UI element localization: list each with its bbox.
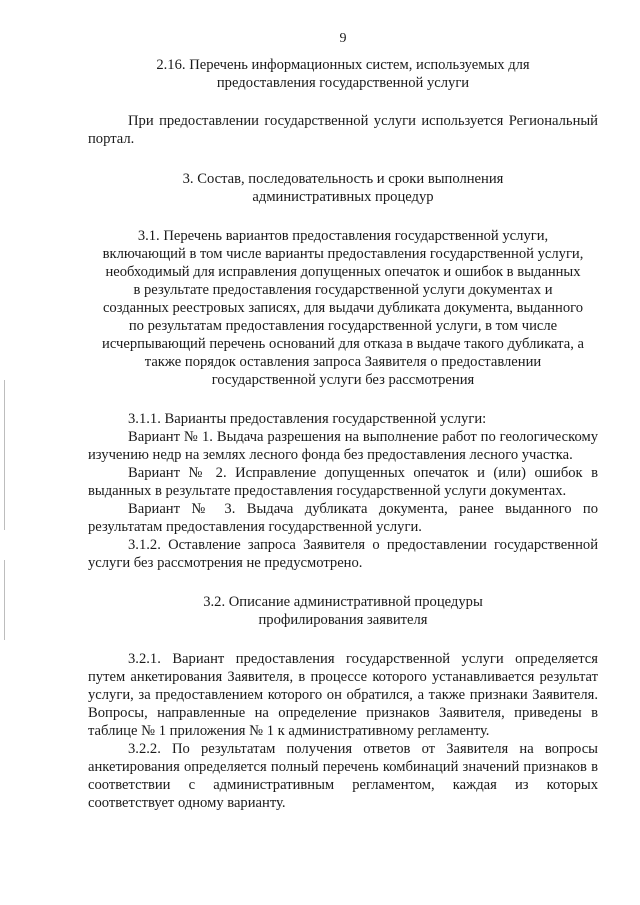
document-page	[88, 30, 598, 812]
variant-2: Вариант № 2. Исправление допущенных опечаток и (или) ошибок в выданных в результате предоставления государственной услуги документах.	[88, 465, 598, 499]
variant-1: Вариант № 1. Выдача разрешения на выполнение работ по геологическому изучению недр на землях лесного фонда без предоставления лесного участка.	[88, 429, 598, 463]
section-3-1-line: в результате предоставления государственной услуги документах и	[133, 282, 553, 298]
section-3-1-line: созданных реестровых записях, для выдачи дубликата документа, выданного	[102, 300, 584, 316]
scan-margin-mark	[4, 380, 5, 530]
section-3-1-line: государственной услуги без рассмотрения	[211, 372, 475, 388]
section-3-2-1-text: 3.2.1. Вариант предоставления государственной услуги определяется путем анкетирования Заявителя, в процессе которого устанавливается результат услуги, за предоставлением которого он обратился, а также признаки Заявителя. Вопросы, направленные на определение признаков Заявителя, приведены в таблице № 1 приложения № 1 к административному регламенту.	[88, 651, 598, 739]
section-3-2-title-line-2: профилирования заявителя	[258, 612, 428, 628]
section-3-1-line: 3.1. Перечень вариантов предоставления государственной услуги,	[137, 228, 549, 244]
section-3-1-2-text: 3.1.2. Оставление запроса Заявителя о предоставлении государственной услуги без рассмотрения не предусмотрено.	[88, 537, 598, 571]
section-3-title-line-2: административных процедур	[252, 189, 434, 205]
section-3-1-paragraph	[88, 227, 598, 389]
section-3-1-line: необходимый для исправления допущенных опечаток и ошибок в выданных	[105, 264, 581, 280]
section-3-title-line-1: 3. Состав, последовательность и сроки выполнения	[182, 171, 504, 187]
section-3-title	[88, 170, 598, 206]
section-3-1-line: по результатам предоставления государственной услуги, в том числе	[128, 318, 558, 334]
section-3-1-1-intro: 3.1.1. Варианты предоставления государственной услуги:	[128, 411, 487, 427]
page-number: 9	[339, 31, 347, 46]
section-3-1-line: включающий в том числе варианты предоставления государственной услуги,	[102, 246, 584, 262]
section-3-1-line: исчерпывающий перечень оснований для отказа в выдаче такого дубликата, а	[102, 336, 584, 352]
section-3-2-title	[88, 593, 598, 629]
section-2-16-body: При предоставлении государственной услуги используется Региональный портал.	[88, 113, 598, 147]
variant-3: Вариант № 3. Выдача дубликата документа, ранее выданного по результатам предоставления государственной услуги.	[88, 501, 598, 535]
section-3-1-line: также порядок оставления запроса Заявителя о предоставлении	[144, 354, 542, 370]
section-3-2-2-text: 3.2.2. По результатам получения ответов от Заявителя на вопросы анкетирования определяется полный перечень комбинаций значений признаков в соответствии с административным регламентом, каждая из которых соответствует одному варианту.	[88, 741, 598, 811]
section-2-16-title-line-2: предоставления государственной услуги	[216, 75, 470, 91]
section-2-16-title	[88, 56, 598, 92]
section-2-16-title-line-1: 2.16. Перечень информационных систем, используемых для	[156, 57, 530, 73]
section-3-2-title-line-1: 3.2. Описание административной процедуры	[203, 594, 483, 610]
scan-margin-mark	[4, 560, 5, 640]
